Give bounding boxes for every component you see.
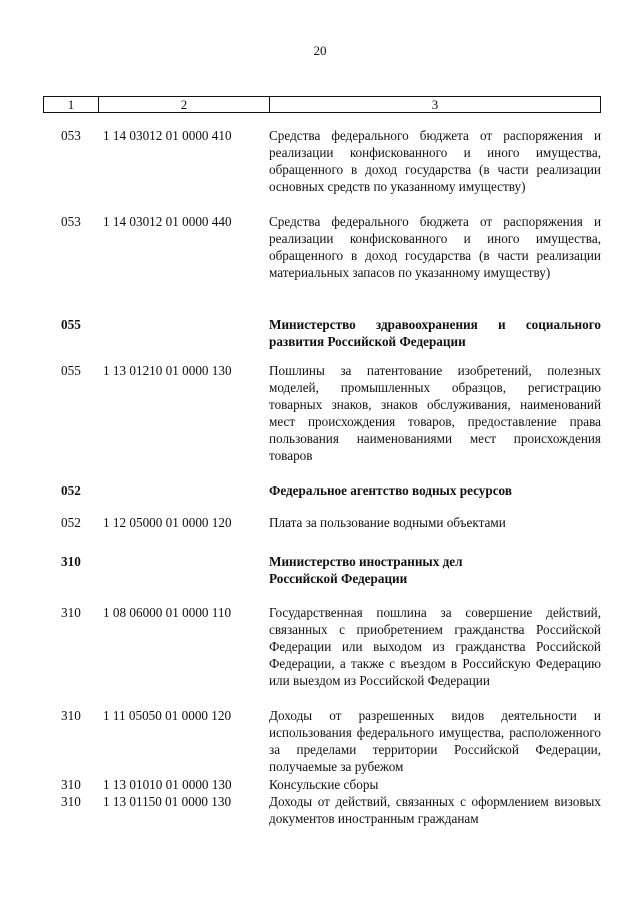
budget-code: 1 14 03012 01 0000 410	[103, 128, 232, 143]
revenue-name: Консульские сборы	[269, 777, 379, 792]
page-number: 20	[313, 43, 327, 58]
admin-code: 310	[61, 605, 81, 620]
budget-code: 1 12 05000 01 0000 120	[103, 515, 232, 530]
revenue-name: Средства федерального бюджета от распоряжения и реализации конфискованного и иного имущества, обращенного в доход государства (в части реализации основных средств по указанному имуществу)	[269, 128, 601, 194]
revenue-name: Государственная пошлина за совершение действий, связанных с приобретением гражданства Российской Федерации или выходом из гражданства Российской Федерации, а также с въездом в Российскую Федерацию или выездом из Российской Федерации	[269, 605, 601, 688]
admin-code: 052	[61, 515, 81, 530]
revenue-name: Доходы от разрешенных видов деятельности и использования федерального имущества, расположенного за пределами территории Российской Федерации, получаемые за рубежом	[269, 708, 601, 774]
admin-code: 055	[61, 317, 81, 332]
admin-code: 310	[61, 708, 81, 723]
admin-code: 053	[61, 214, 81, 229]
revenue-name: Пошлины за патентование изобретений, полезных моделей, промышленных образцов, регистрацию товарных знаков, знаков обслуживания, наименований мест происхождения товаров, предоставление права пользования наименованиями мест происхождения товаров	[269, 363, 601, 463]
admin-code: 310	[61, 794, 81, 809]
admin-code: 055	[61, 363, 81, 378]
header-col-3: 3	[431, 97, 439, 112]
budget-code: 1 14 03012 01 0000 440	[103, 214, 232, 229]
header-col-2: 2	[99, 97, 270, 112]
ministry-name: Министерство здравоохранения и социального развития Российской Федерации	[269, 317, 601, 349]
ministry-name: Федеральное агентство водных ресурсов	[269, 483, 512, 498]
header-col-1: 1	[44, 97, 99, 112]
admin-code: 310	[61, 554, 81, 569]
admin-code: 052	[61, 483, 81, 498]
budget-code: 1 13 01010 01 0000 130	[103, 777, 232, 792]
admin-code: 310	[61, 777, 81, 792]
budget-code: 1 11 05050 01 0000 120	[103, 708, 232, 723]
admin-code: 053	[61, 128, 81, 143]
revenue-name: Средства федерального бюджета от распоряжения и реализации конфискованного и иного имущества, обращенного в доход государства (в части реализации материальных запасов по указанному имуществу)	[269, 214, 601, 280]
ministry-name: Министерство иностранных дел Российской Федерации	[269, 554, 463, 586]
budget-code: 1 13 01150 01 0000 130	[103, 794, 232, 809]
table-header	[43, 96, 601, 113]
budget-code: 1 13 01210 01 0000 130	[103, 363, 232, 378]
revenue-name: Плата за пользование водными объектами	[269, 515, 506, 530]
budget-code: 1 08 06000 01 0000 110	[103, 605, 232, 620]
revenue-name: Доходы от действий, связанных с оформлением визовых документов иностранным гражданам	[269, 794, 601, 826]
